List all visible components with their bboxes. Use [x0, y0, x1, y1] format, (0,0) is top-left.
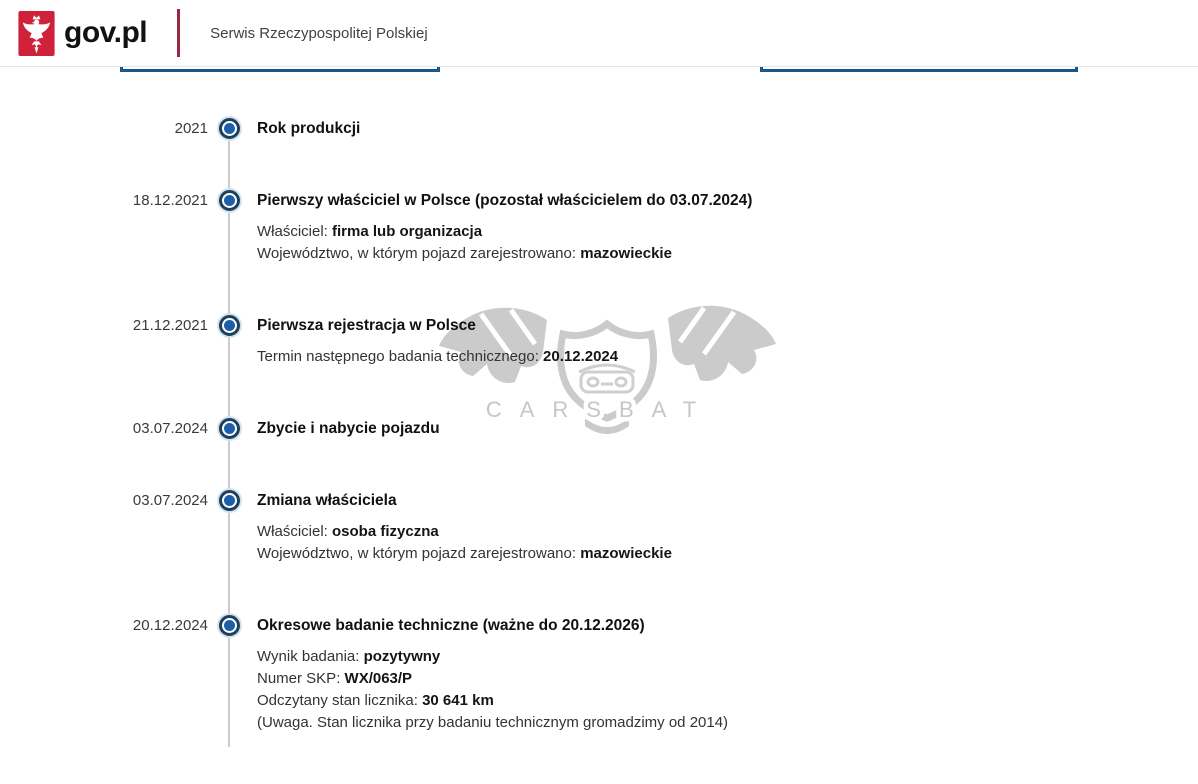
- timeline-date: 2021: [174, 120, 208, 137]
- timeline-entry-detail: Wynik badania: pozytywny: [257, 648, 441, 665]
- timeline-marker-icon: [219, 315, 240, 336]
- timeline-marker-icon: [219, 190, 240, 211]
- timeline-entry-detail: Właściciel: firma lub organizacja: [257, 223, 483, 240]
- timeline-entry: [120, 118, 1120, 140]
- timeline-date: 18.12.2021: [132, 192, 208, 209]
- timeline-entry: [120, 190, 1120, 265]
- timeline-entry-content: [250, 615, 1120, 734]
- timeline-marker-icon: [219, 118, 240, 139]
- timeline-entry-content: [250, 118, 1120, 140]
- timeline-entry: [120, 490, 1120, 565]
- watermark-text: CARSBAT: [485, 397, 715, 422]
- timeline-entry-content: [250, 190, 1120, 265]
- timeline-entry-title: Rok produkcji: [257, 120, 361, 137]
- timeline-marker-column: [208, 490, 250, 565]
- timeline-entry-title: Okresowe badanie techniczne (ważne do 20.12.2026): [257, 617, 645, 634]
- timeline-entry-content: [250, 315, 1120, 368]
- timeline-entry-detail: Właściciel: osoba fizyczna: [257, 523, 439, 540]
- timeline-date: 03.07.2024: [132, 420, 208, 437]
- timeline-entry-details: [257, 346, 1120, 368]
- timeline-entry-detail: Odczytany stan licznika: 30 641 km: [257, 692, 494, 709]
- timeline-entry-details: [257, 521, 1120, 565]
- timeline-entry-content: [250, 490, 1120, 565]
- govpl-logo[interactable]: [18, 11, 147, 56]
- timeline-date: 20.12.2024: [132, 617, 208, 634]
- timeline-entry-title: Zmiana właściciela: [257, 492, 397, 509]
- timeline-entry-content: [250, 418, 1120, 440]
- timeline-entry-title: Zbycie i nabycie pojazdu: [257, 420, 440, 437]
- timeline-marker-column: [208, 615, 250, 734]
- timeline-marker-icon: [219, 418, 240, 439]
- timeline-marker-icon: [219, 490, 240, 511]
- timeline-entry-details: [257, 221, 1120, 265]
- timeline-entry-title: Pierwszy właściciel w Polsce (pozostał właścicielem do 03.07.2024): [257, 192, 753, 209]
- timeline-entry: [120, 315, 1120, 368]
- poland-eagle-emblem-icon: [18, 11, 55, 56]
- timeline-date: 21.12.2021: [132, 317, 208, 334]
- govpl-header: [0, 0, 1198, 67]
- timeline-marker-icon: [219, 615, 240, 636]
- timeline-entry-detail: Województwo, w którym pojazd zarejestrowano: mazowieckie: [257, 245, 672, 262]
- vehicle-history-timeline: [120, 118, 1120, 784]
- timeline-marker-column: [208, 418, 250, 440]
- timeline-entry-title: Pierwsza rejestracja w Polsce: [257, 317, 476, 334]
- timeline-entry-detail: Województwo, w którym pojazd zarejestrowano: mazowieckie: [257, 545, 672, 562]
- timeline-entry-detail: Numer SKP: WX/063/P: [257, 670, 413, 687]
- timeline-entry-detail: Termin następnego badania technicznego: 20.12.2024: [257, 348, 619, 365]
- timeline-marker-column: [208, 190, 250, 265]
- govpl-logo-text: gov.pl: [64, 16, 148, 49]
- header-divider: [177, 9, 180, 57]
- timeline-entry: [120, 615, 1120, 734]
- timeline-entry: [120, 418, 1120, 440]
- timeline-marker-column: [208, 118, 250, 140]
- timeline-entry-detail: (Uwaga. Stan licznika przy badaniu technicznym gromadzimy od 2014): [257, 714, 729, 731]
- timeline-date: 03.07.2024: [132, 492, 208, 509]
- timeline-marker-column: [208, 315, 250, 368]
- service-name-label: Serwis Rzeczypospolitej Polskiej: [210, 24, 428, 42]
- timeline-entry-details: [257, 646, 1120, 734]
